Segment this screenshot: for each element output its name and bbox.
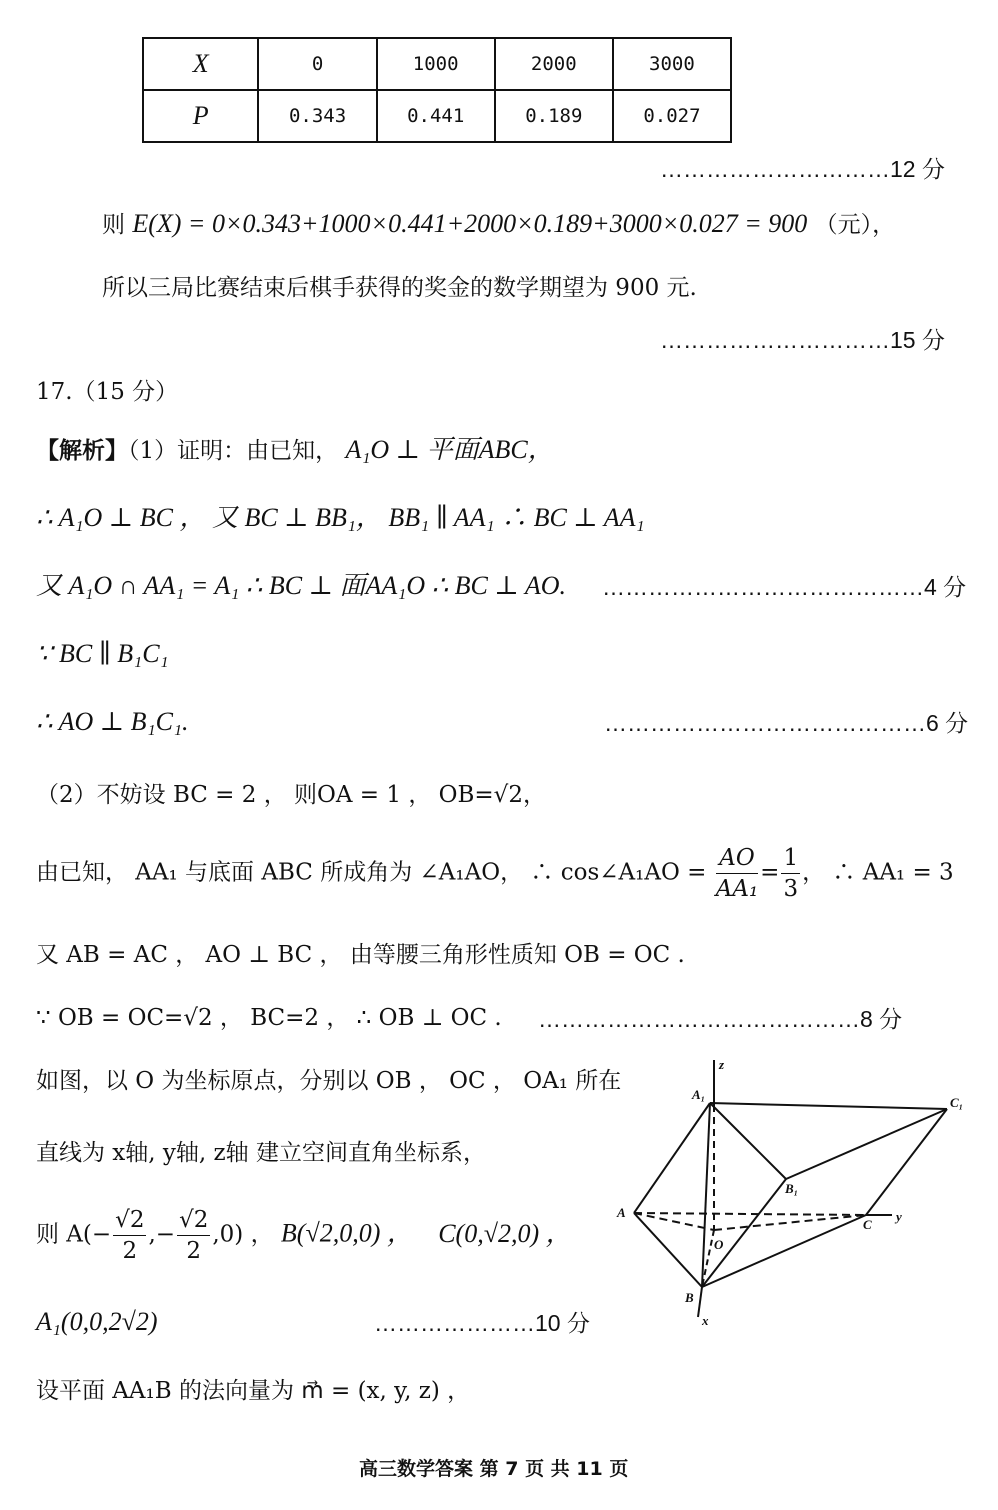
conclusion-text: 所以三局比赛结束后棋手获得的奖金的数学期望为 900 元. — [102, 275, 697, 301]
perp-line: ∵ OB = OC=√2 ， BC=2 ， ∴ OB ⊥ OC . — [36, 1005, 502, 1031]
fraction-denominator: 3 — [783, 876, 799, 902]
fraction-ao-aa1 — [716, 843, 758, 904]
problem-header: 17.（15 分） — [36, 379, 179, 405]
table-header-x: X — [143, 38, 258, 90]
score-6: ……………………………………6 分 — [604, 710, 969, 736]
label-x: x — [702, 1313, 709, 1328]
fraction-denominator: 2 — [122, 1238, 138, 1264]
coords-a-tail: ,0) ， — [212, 1221, 274, 1248]
label-z: z — [719, 1057, 725, 1072]
edge-a1-c1 — [710, 1103, 947, 1109]
expectation-line — [102, 209, 895, 240]
label-o: O — [714, 1237, 724, 1252]
table-cell-x-3: 3000 — [613, 38, 731, 90]
fraction-numerator: √2 — [113, 1205, 146, 1236]
fraction-sqrt2-over-2 — [177, 1205, 210, 1266]
analysis-text: （1）证明：由已知， — [128, 438, 339, 464]
expectation-unit: （元）， — [814, 212, 896, 238]
fraction-numerator: √2 — [177, 1205, 210, 1236]
edge-b1-c1 — [786, 1109, 947, 1179]
label-a: A — [617, 1205, 626, 1220]
coord-line-1: 如图，以 O 为坐标原点，分别以 OB ， OC ， OA₁ 所在 — [36, 1068, 622, 1094]
coords-prefix: 则 A(− — [36, 1221, 112, 1248]
label-a1: A₁ — [692, 1087, 706, 1102]
fraction-numerator: 1 — [781, 843, 800, 874]
segment-a1-b — [702, 1103, 710, 1287]
label-b1: B₁ — [785, 1181, 799, 1196]
table-cell-p-2: 0.189 — [495, 90, 613, 142]
table-header-p: P — [143, 90, 258, 142]
coords-line — [36, 1205, 572, 1266]
coords-comma: ,− — [148, 1221, 176, 1248]
angle-prefix: 由已知， AA₁ 与底面 ABC 所成角为 ∠A₁AO， ∴ cos∠A₁AO = — [36, 859, 707, 886]
edge-a-b — [634, 1213, 702, 1287]
expectation-formula: E(X) = 0×0.343+1000×0.441+2000×0.189+3000×0.027 = 900 — [132, 209, 808, 238]
edge-a1-b1 — [710, 1103, 786, 1179]
isosceles-line: 又 AB = AC ， AO ⊥ BC ， 由等腰三角形性质知 OB = OC . — [36, 942, 685, 968]
fraction-denominator: AA₁ — [715, 876, 759, 902]
normal-vector-line: 设平面 AA₁B 的法向量为 m⃗ = (x, y, z) ， — [36, 1378, 471, 1404]
score-15: …………………………15 分 — [660, 327, 945, 353]
angle-suffix: ， ∴ AA₁ = 3 — [802, 859, 954, 886]
table-cell-x-0: 0 — [258, 38, 376, 90]
page-footer: 高三数学答案 第 7 页 共 11 页 — [359, 1458, 629, 1480]
distribution-table — [142, 37, 732, 143]
fraction-one-third — [781, 843, 800, 904]
angle-line — [36, 843, 954, 904]
coord-line-2: 直线为 x轴, y轴, z轴 建立空间直角坐标系， — [36, 1140, 486, 1166]
table-cell-p-0: 0.343 — [258, 90, 376, 142]
table-cell-p-3: 0.027 — [613, 90, 731, 142]
analysis-label: 【解析】 — [36, 437, 128, 464]
expectation-prefix: 则 — [102, 212, 125, 238]
coords-b: B(√2,0,0) ， — [280, 1218, 413, 1248]
also-line-1: 又 A₁O ∩ AA₁ = A₁ ∴ BC ⊥ 面AA₁O ∴ BC ⊥ AO. — [36, 571, 567, 600]
prism-figure — [610, 1055, 970, 1340]
coords-c: C(0,√2,0) ， — [438, 1218, 572, 1248]
score-4: ……………………………………4 分 — [602, 574, 967, 600]
fraction-numerator: AO — [716, 843, 758, 874]
score-12: …………………………12 分 — [660, 156, 945, 182]
table-row-p — [143, 90, 731, 142]
score-8: ……………………………………8 分 — [538, 1006, 903, 1032]
analysis-math: A₁O ⊥ 平面ABC， — [345, 435, 554, 464]
label-c1: C₁ — [950, 1095, 964, 1110]
score-10: …………………10 分 — [374, 1310, 590, 1336]
table-cell-x-2: 2000 — [495, 38, 613, 90]
edge-b-c — [702, 1215, 866, 1287]
table-row-x — [143, 38, 731, 90]
angle-eq: = — [760, 859, 780, 886]
therefore-line-2: ∴ AO ⊥ B₁C₁. — [36, 707, 189, 736]
because-line-1: ∵ BC ∥ B₁C₁ — [36, 639, 169, 668]
table-cell-x-1: 1000 — [377, 38, 495, 90]
label-y: y — [896, 1209, 902, 1224]
fraction-denominator: 2 — [186, 1238, 202, 1264]
part2-line: （2）不妨设 BC = 2 ， 则OA = 1 ， OB=√2， — [36, 782, 546, 808]
table-cell-p-1: 0.441 — [377, 90, 495, 142]
label-c: C — [863, 1217, 872, 1232]
analysis-line — [36, 435, 554, 466]
fraction-sqrt2-over-2 — [113, 1205, 146, 1266]
segment-o-c — [714, 1215, 866, 1230]
a1-coord: A₁(0,0,2√2) — [36, 1307, 158, 1336]
therefore-line-1: ∴ A₁O ⊥ BC ， 又 BC ⊥ BB₁， BB₁ ∥ AA₁ ∴ BC ⊥ AA₁ — [36, 503, 645, 532]
label-b: B — [685, 1290, 694, 1305]
edge-c1-c — [866, 1109, 947, 1215]
edge-a1-a — [634, 1103, 710, 1213]
edge-a-c-dashed — [634, 1213, 866, 1215]
